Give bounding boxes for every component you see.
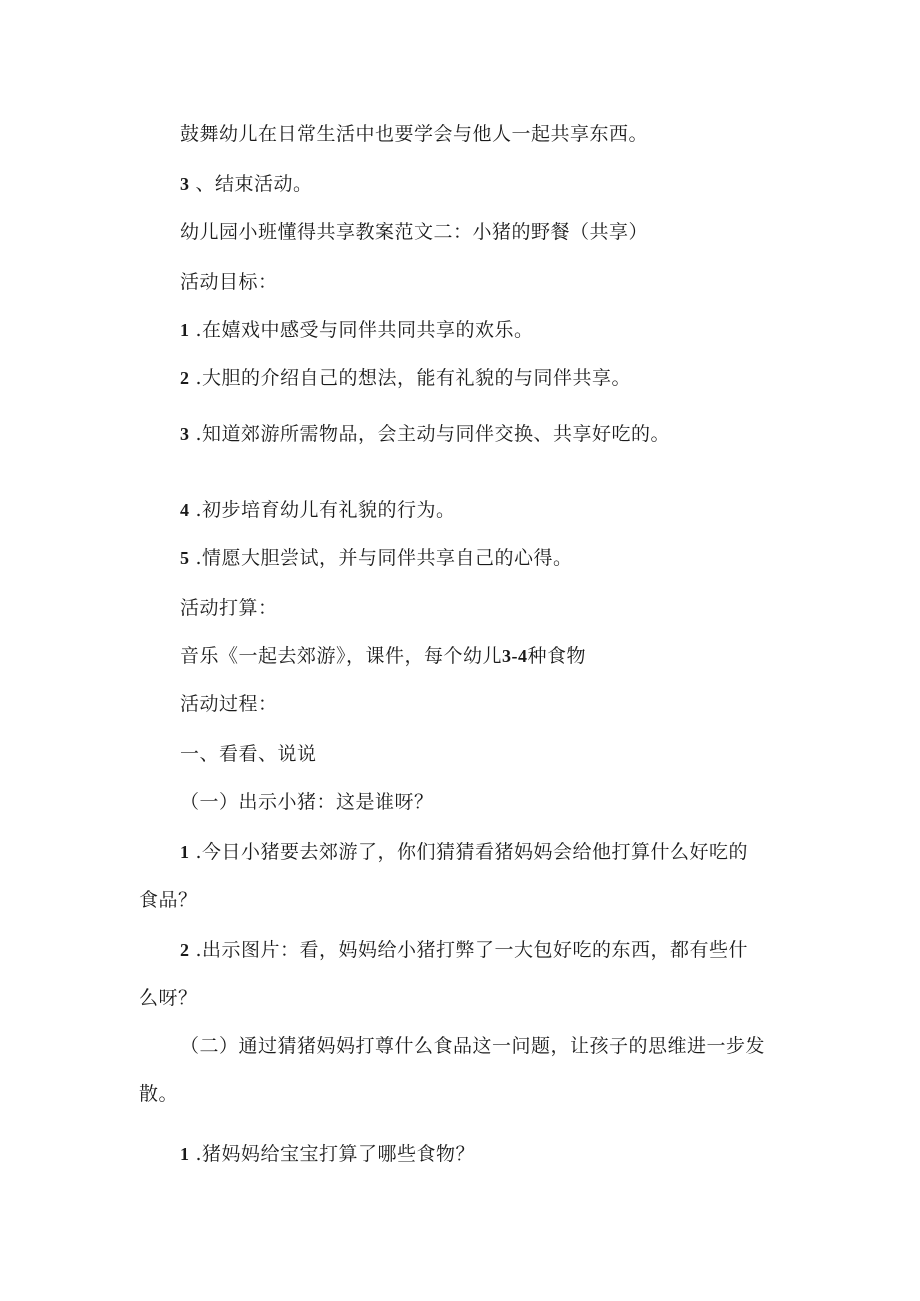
subsection-guess-food-line-1	[180, 1034, 765, 1058]
subsection-show-piglet	[180, 790, 434, 814]
question-item-1-line-1	[180, 840, 748, 864]
list-text: .情愿大胆尝试，并与同伴共享自己的心得。	[195, 547, 573, 569]
paragraph-end-activity	[180, 172, 313, 196]
list-text: 食品？	[139, 889, 198, 911]
paragraph-text: 一、看看、说说	[180, 743, 317, 765]
paragraph-encourage	[180, 122, 648, 146]
subsection-guess-food-line-2	[139, 1082, 178, 1106]
paragraph-text: （一）出示小猪：这是谁呀？	[180, 791, 434, 813]
question-item-1-line-2	[139, 888, 198, 912]
list-number: 2	[180, 940, 190, 960]
heading-activity-goals	[180, 270, 278, 294]
question-item-3	[180, 1142, 475, 1166]
list-text: .在嬉戏中感受与同伴共同共享的欢乐。	[195, 319, 534, 341]
food-count: 3-4	[502, 646, 528, 666]
paragraph-text: 、结束活动。	[195, 173, 313, 195]
heading-activity-process	[180, 692, 278, 716]
goal-item-1	[180, 318, 534, 342]
paragraph-text: 鼓舞幼儿在日常生活中也要学会与他人一起共享东西。	[180, 123, 649, 145]
goal-item-4	[180, 498, 456, 522]
list-text: .大胆的介绍自己的想法，能有礼貌的与同伴共享。	[195, 367, 632, 389]
list-number: 1	[180, 1144, 190, 1164]
list-number: 1	[180, 842, 190, 862]
list-number: 4	[180, 500, 190, 520]
paragraph-text: 活动目标：	[180, 271, 278, 293]
list-text: .猪妈妈给宝宝打算了哪些食物？	[195, 1143, 476, 1165]
heading-activity-preparation	[180, 596, 278, 620]
paragraph-text: 音乐《一起去郊游》，课件，每个幼儿	[180, 645, 503, 667]
paragraph-text: 活动打算：	[180, 597, 278, 619]
list-text: 么呀？	[139, 987, 198, 1009]
goal-item-3	[180, 422, 670, 446]
paragraph-text: 种食物	[527, 645, 587, 667]
list-text: .知道郊游所需物品，会主动与同伴交换、共享好吃的。	[195, 423, 671, 445]
list-number: 3	[180, 424, 190, 444]
list-number: 5	[180, 548, 190, 568]
list-number: 3	[180, 174, 190, 194]
goal-item-5	[180, 546, 573, 570]
paragraph-text: 幼儿园小班懂得共享教案范文二：小猪的野餐（共享）	[180, 221, 649, 243]
section-look-and-say	[180, 742, 317, 766]
paragraph-text: 活动过程：	[180, 693, 278, 715]
list-text: .出示图片：看，妈妈给小猪打弊了一大包好吃的东西，都有些什	[195, 939, 749, 961]
paragraph-preparation-materials	[180, 644, 586, 668]
list-number: 2	[180, 368, 190, 388]
question-item-2-line-1	[180, 938, 748, 962]
paragraph-text: 散。	[139, 1083, 179, 1105]
paragraph-text: （二）通过猜猪妈妈打尊什么食品这一问题，让孩子的思维进一步发	[180, 1035, 766, 1057]
list-text: .今日小猪要去郊游了，你们猜猜看猪妈妈会给他打算什么好吃的	[195, 841, 749, 863]
question-item-2-line-2	[139, 986, 198, 1010]
goal-item-2	[180, 366, 631, 390]
list-number: 1	[180, 320, 190, 340]
list-text: .初步培育幼儿有礼貌的行为。	[195, 499, 456, 521]
section-heading-plan-two	[180, 220, 648, 244]
